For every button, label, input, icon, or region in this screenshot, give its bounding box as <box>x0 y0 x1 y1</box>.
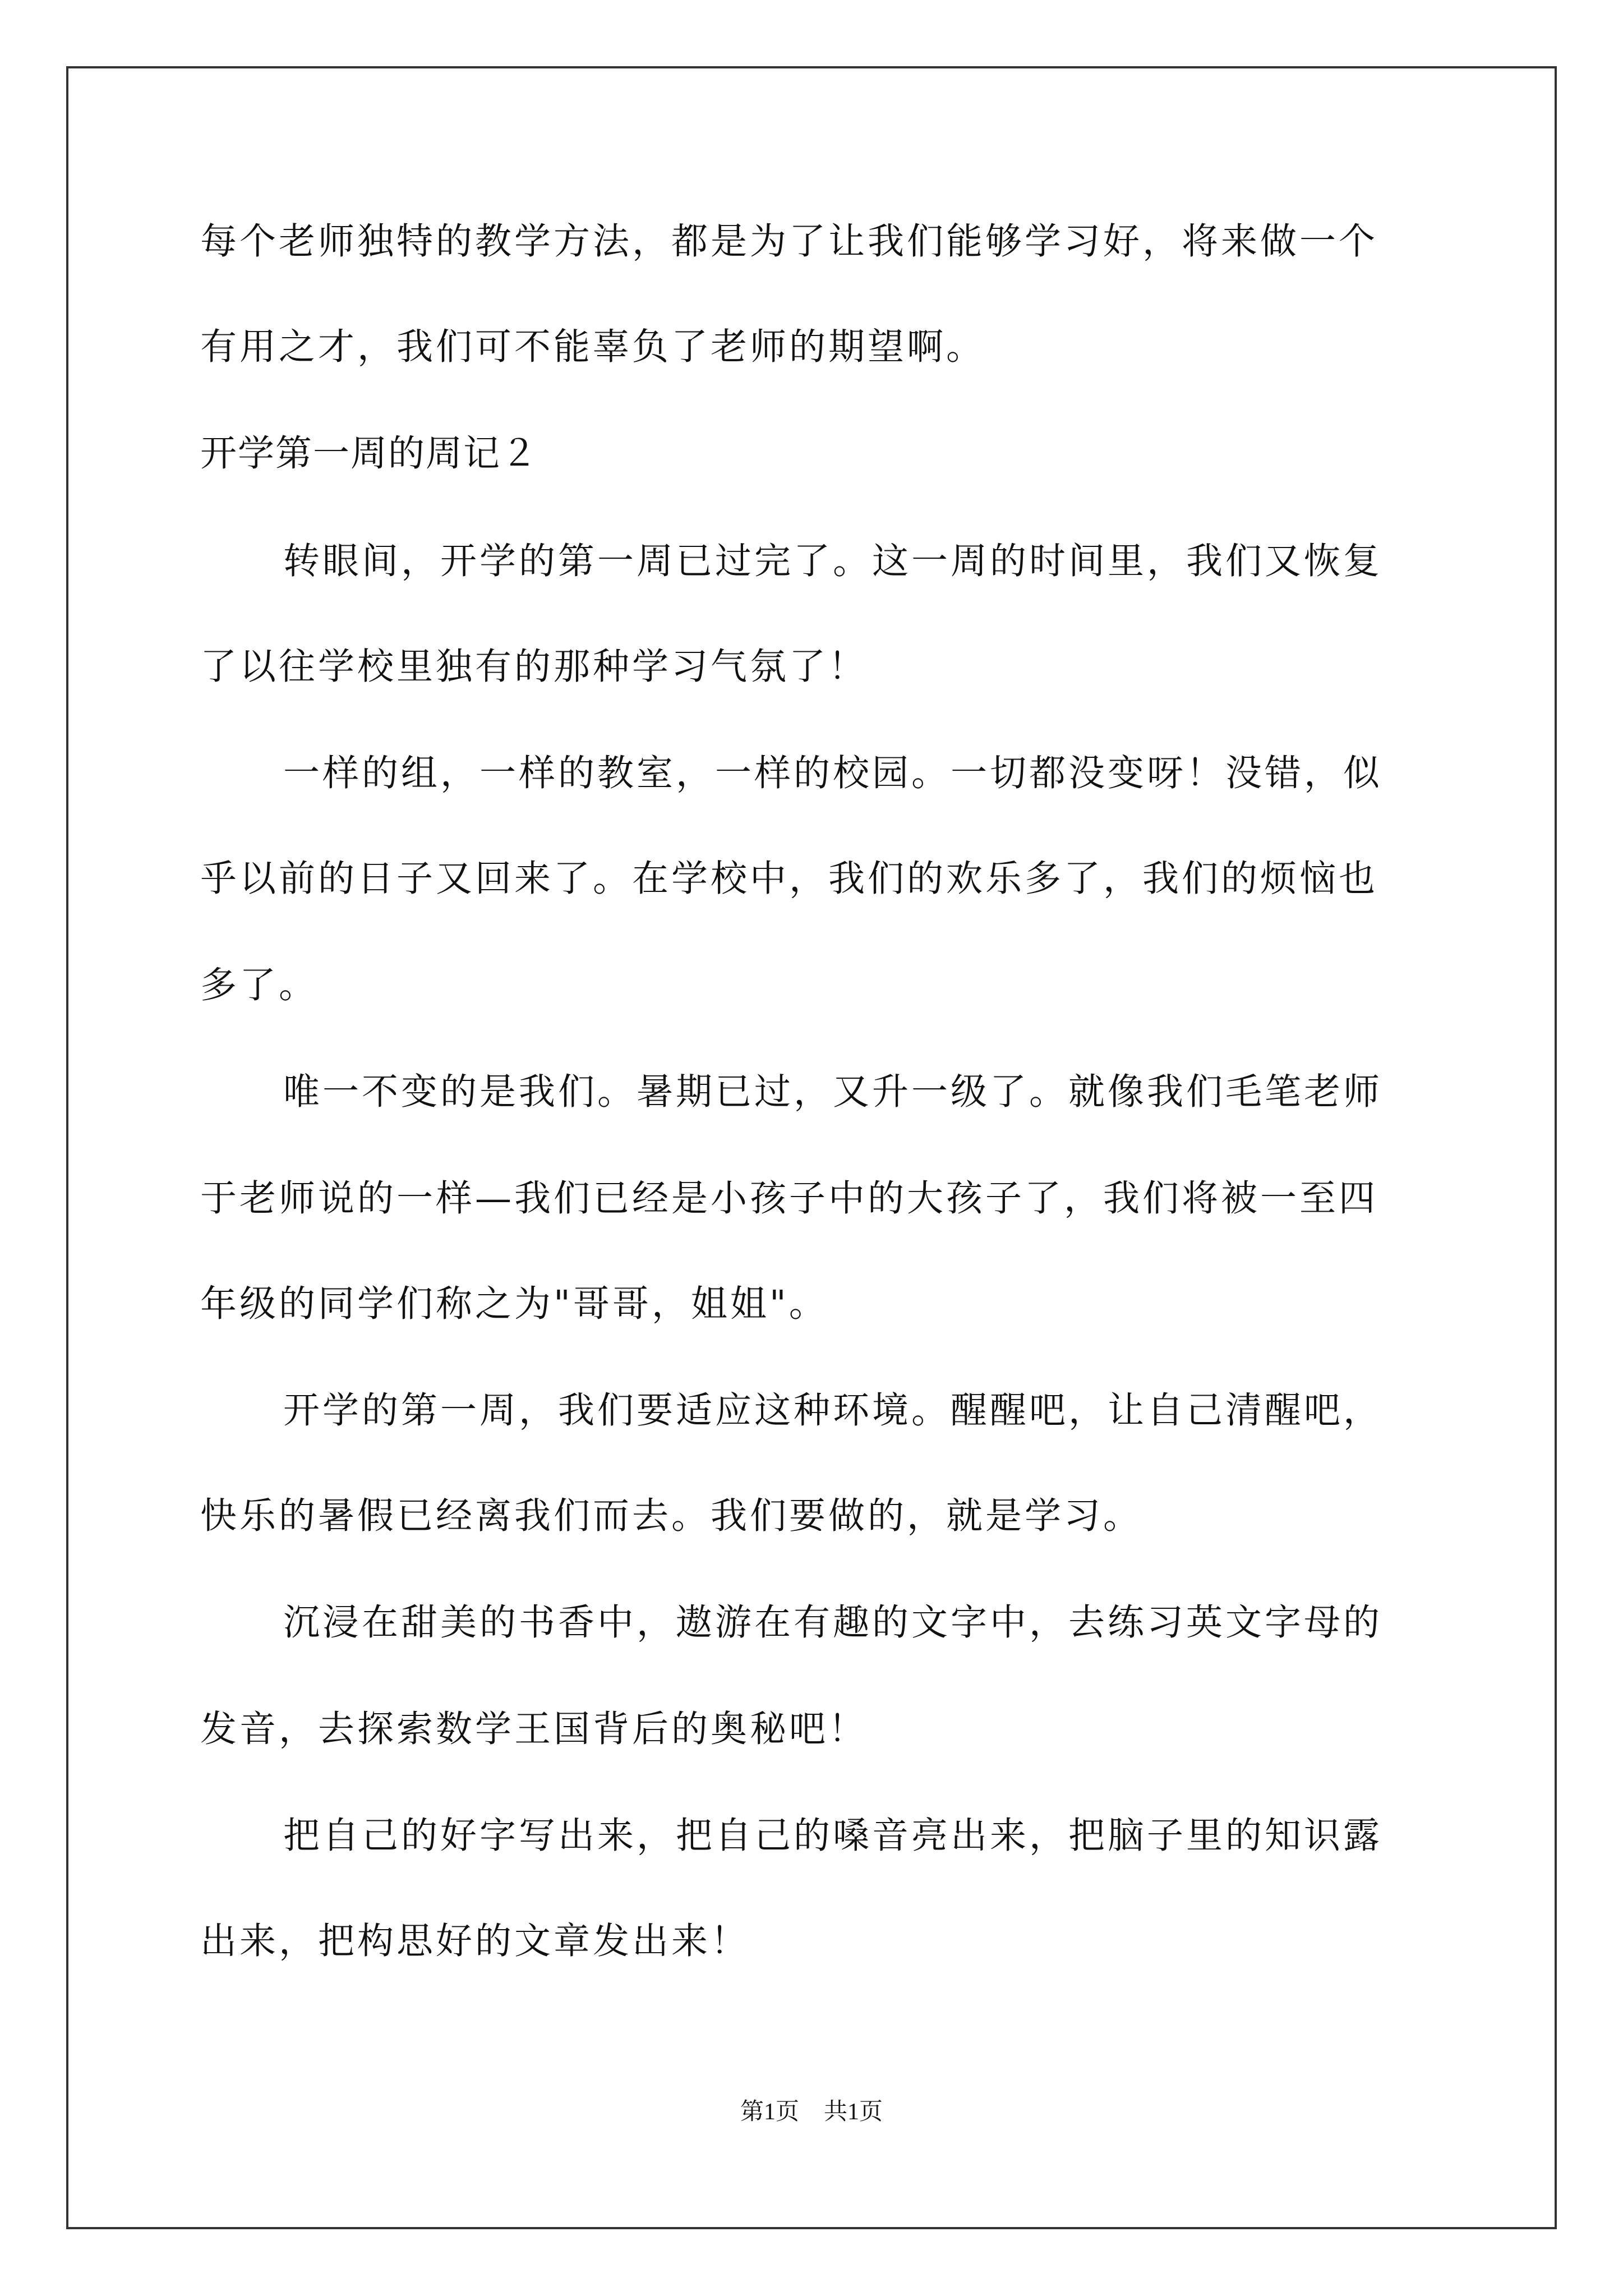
body-text-line: 多了。 <box>200 964 319 1006</box>
page-number: 第1页 <box>740 2099 799 2125</box>
body-text-line: 每个老师独特的教学方法，都是为了让我们能够学习好，将来做一个 <box>200 220 1378 263</box>
body-text-line: 有用之才，我们可不能辜负了老师的期望啊。 <box>200 326 986 368</box>
body-text-line: 出来，把构思好的文章发出来！ <box>200 1920 750 1962</box>
body-text-line: 把自己的好字写出来，把自己的嗓音亮出来，把脑子里的知识露 <box>283 1815 1383 1857</box>
page-border <box>66 66 1557 2229</box>
body-text-line: 于老师说的一样—我们已经是小孩子中的大孩子了，我们将被一至四 <box>200 1177 1378 1220</box>
body-text-line: 开学的第一周，我们要适应这种环境。醒醒吧，让自己清醒吧， <box>283 1389 1383 1432</box>
body-text-line: 快乐的暑假已经离我们而去。我们要做的，就是学习。 <box>200 1495 1143 1537</box>
body-text-line: 转眼间，开学的第一周已过完了。这一周的时间里，我们又恢复 <box>283 540 1383 582</box>
body-text-line: 沉浸在甜美的书香中，遨游在有趣的文字中，去练习英文字母的 <box>283 1602 1383 1644</box>
body-text-line: 年级的同学们称之为"哥哥，姐姐"。 <box>200 1283 828 1325</box>
body-text-line: 一样的组，一样的教室，一样的校园。一切都没变呀！没错，似 <box>283 752 1383 794</box>
page-total: 共1页 <box>824 2099 883 2125</box>
body-text-line: 了以往学校里独有的那种学习气氛了！ <box>200 646 868 688</box>
body-text-line: 乎以前的日子又回来了。在学校中，我们的欢乐多了，我们的烦恼也 <box>200 858 1378 900</box>
page-footer <box>0 2098 1623 2126</box>
body-text-line: 发音，去探索数学王国背后的奥秘吧！ <box>200 1708 868 1750</box>
body-text-line: 唯一不变的是我们。暑期已过，又升一级了。就像我们毛笔老师 <box>283 1071 1383 1113</box>
section-heading: 开学第一周的周记２ <box>200 432 539 475</box>
